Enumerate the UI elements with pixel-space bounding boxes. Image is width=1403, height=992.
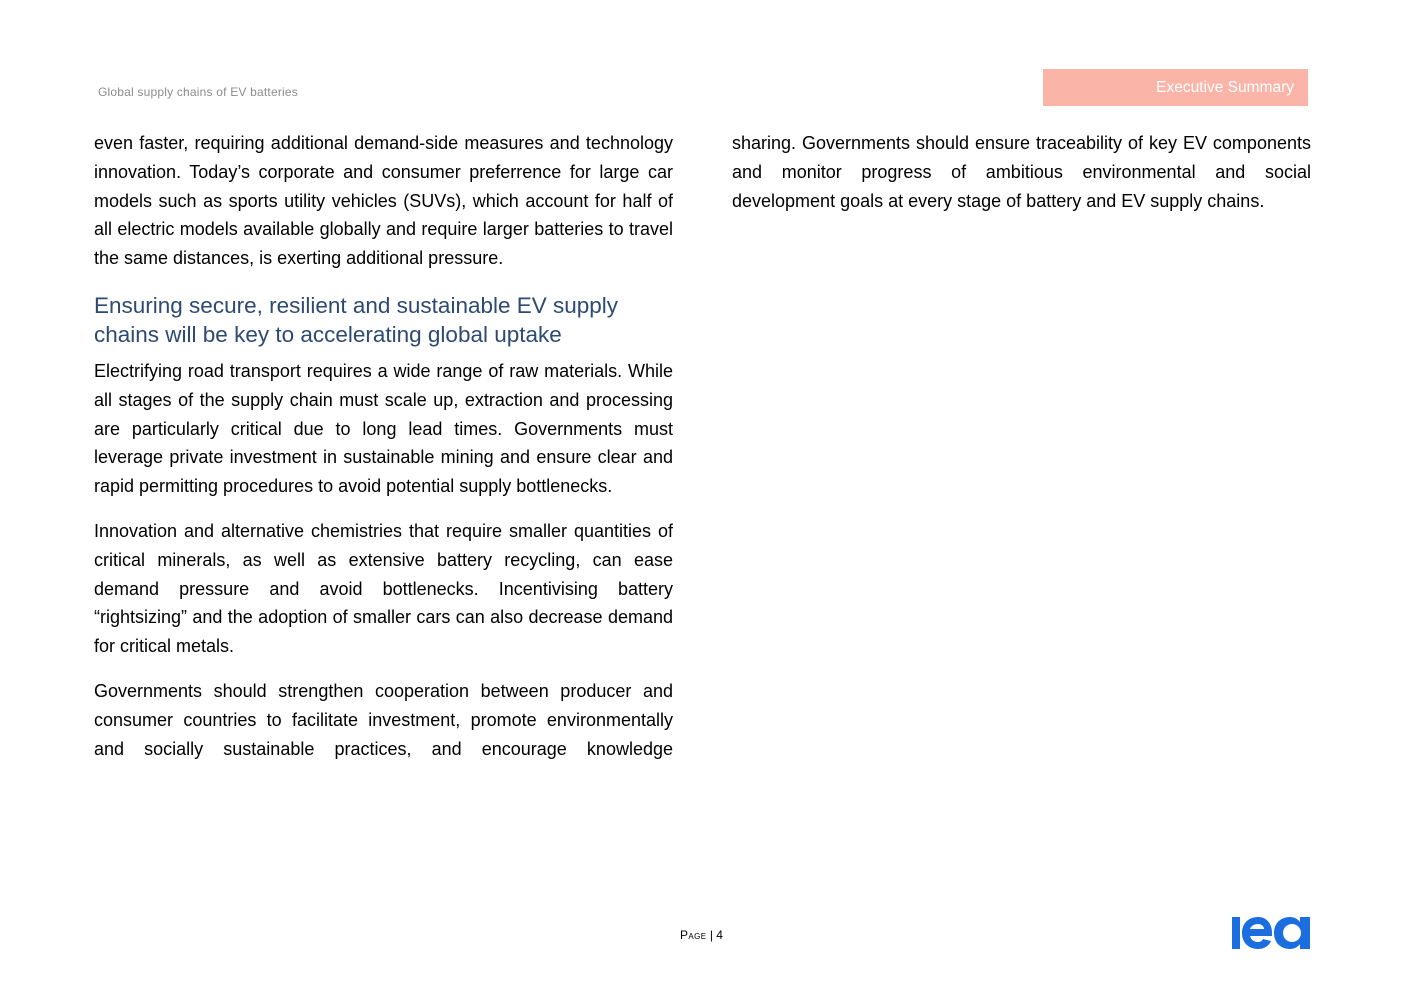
section-tab: Executive Summary — [1043, 69, 1308, 106]
right-column — [732, 129, 1311, 231]
section-heading: Ensuring secure, resilient and sustainable EV supply chains will be key to accelerating global uptake — [94, 292, 619, 347]
page-number — [0, 928, 1403, 942]
left-column — [94, 129, 673, 779]
page-number-value: 4 — [716, 928, 723, 942]
body-paragraph: Governments should strengthen cooperation between producer and consumer countries to facilitate investment, promote environmentally and socially sustainable practices, and encourage knowledge — [94, 680, 673, 759]
body-paragraph: sharing. Governments should ensure traceability of key EV components and monitor progress of ambitious environmental and social development goals at every stage of battery and EV supply chains. — [732, 133, 1311, 211]
iea-logo-mark — [1232, 917, 1310, 949]
iea-logo — [1232, 915, 1310, 951]
body-paragraph: Electrifying road transport requires a wide range of raw materials. While all stages of the supply chain must scale up, extraction and processing are particularly critical due to long lead times. Governments must leverage private investment in sustainable mining and ensure clear and rapid permitting procedures to avoid potential supply bottlenecks. — [94, 360, 673, 497]
body-paragraph: Innovation and alternative chemistries that require smaller quantities of critical minerals, as well as extensive battery recycling, can ease demand pressure and avoid bottlenecks. Incentivising battery “rightsizing” and the adoption of smaller cars can also decrease demand for critical metals. — [94, 520, 673, 657]
logo-letter-e — [1242, 917, 1272, 949]
page-label: Page — [680, 928, 707, 942]
running-header-title: Global supply chains of EV batteries — [98, 85, 298, 99]
page-separator: | — [706, 928, 717, 942]
body-paragraph: even faster, requiring additional demand-side measures and technology innovation. Today’s corporate and consumer preferrence for large car models such as sports utility vehicles (SUVs), which account for half of all electric models available globally and require larger batteries to travel the same distances, is exerting additional pressure. — [94, 133, 673, 269]
logo-letter-a — [1274, 917, 1310, 949]
logo-letter-i — [1232, 917, 1240, 949]
